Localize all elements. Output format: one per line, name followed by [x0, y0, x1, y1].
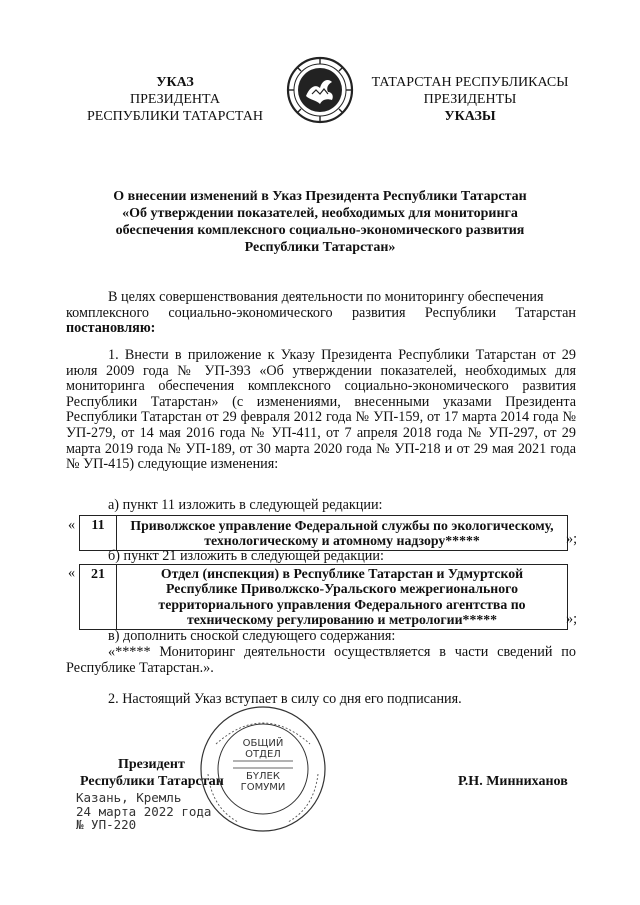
- header-right-line1: ТАТАРСТАН РЕСПУБЛИКАСЫ: [371, 75, 569, 90]
- stamp-line2: ОТДЕЛ: [245, 749, 281, 760]
- preamble: [66, 290, 576, 337]
- preamble-line1: В целях совершенствования деятельности по мониторингу обеспечения: [108, 289, 544, 305]
- title-line2: «Об утверждении показателей, необходимых для мониторинга: [122, 206, 518, 221]
- row21-close-quote: »;: [566, 611, 578, 627]
- stamp-line1: ОБЩИЙ: [242, 738, 284, 749]
- preamble-line2: комплексного социально-экономического развития Республики Татарстан: [66, 304, 576, 321]
- item-1c-text: в) дополнить сноской следующего содержания:: [108, 628, 396, 644]
- row11-number: 11: [80, 516, 117, 550]
- row21-number: 21: [80, 565, 117, 629]
- header-right: [350, 74, 590, 125]
- footer-date: 24 марта 2022 года: [76, 803, 212, 819]
- row21-text: Отдел (инспекция) в Республике Татарстан и Удмуртской Республике Приволжско-Уральского межрегионального территориального управления Федерального агентства по техническому регулированию и метрологии*****: [158, 566, 526, 628]
- stamp-line4: ГОМУМИ: [240, 782, 286, 793]
- stamp-line3: БҮЛЕК: [246, 771, 280, 782]
- item-1b-text: б) пункт 21 изложить в следующей редакции:: [108, 548, 384, 564]
- item-2-text: 2. Настоящий Указ вступает в силу со дня его подписания.: [108, 691, 462, 707]
- header-left-line1: УКАЗ: [156, 75, 194, 90]
- item-1-text: 1. Внести в приложение к Указу Президента Республики Татарстан от 29 июля 2009 года № УП-393 «Об утверждении показателей, необходимых для мониторинга обеспечения комплексного социально-экономического развития Республики Татарстан» (с изменениями, внесенными указами Президента Республики Татарстан от 29 февраля 2012 года № УП-159, от 17 марта 2014 года № УП-279, от 14 мая 2016 года № УП-411, от 7 апреля 2018 года № УП-297, от 29 марта 2019 года № УП-189, от 30 марта 2020 года № УП-218 и от 29 мая 2021 года № УП-415) следующие изменения:: [66, 347, 576, 473]
- footer-place: Казань, Кремль: [76, 790, 182, 805]
- title-line3: обеспечения комплексного социально-экономического развития: [115, 223, 525, 238]
- row11-open-quote: «: [68, 517, 76, 533]
- row21-table: [79, 564, 568, 630]
- document-title: [60, 188, 580, 256]
- footer: [76, 791, 211, 832]
- header-right-line2: ПРЕЗИДЕНТЫ: [423, 92, 517, 107]
- header-right-line3: УКАЗЫ: [444, 109, 496, 124]
- signature-position1: Президент: [118, 757, 185, 772]
- official-stamp: [198, 704, 328, 834]
- item-1a-text: а) пункт 11 изложить в следующей редакции:: [108, 497, 383, 513]
- title-line1: О внесении изменений в Указ Президента Республики Татарстан: [113, 189, 527, 204]
- signature-position2: Республики Татарстан: [80, 774, 224, 789]
- row11-close-quote: »;: [566, 531, 578, 547]
- row11-table: [79, 515, 568, 551]
- preamble-decree: постановляю:: [66, 320, 156, 337]
- header-left: [60, 74, 290, 125]
- header-left-line2: ПРЕЗИДЕНТА: [130, 92, 220, 107]
- item-1-footnote: «***** Мониторинг деятельности осуществляется в части сведений по Республике Татарстан.».: [66, 644, 576, 676]
- signature-name: Р.Н. Минниханов: [458, 774, 568, 789]
- coat-of-arms-emblem: [286, 56, 354, 124]
- title-line4: Республики Татарстан»: [244, 240, 396, 255]
- footer-number: № УП-220: [76, 817, 137, 832]
- row11-text: Приволжское управление Федеральной службы по экологическому, технологическому и атомному надзору*****: [130, 518, 554, 549]
- header-left-line3: РЕСПУБЛИКИ ТАТАРСТАН: [86, 109, 263, 124]
- row21-open-quote: «: [68, 565, 76, 581]
